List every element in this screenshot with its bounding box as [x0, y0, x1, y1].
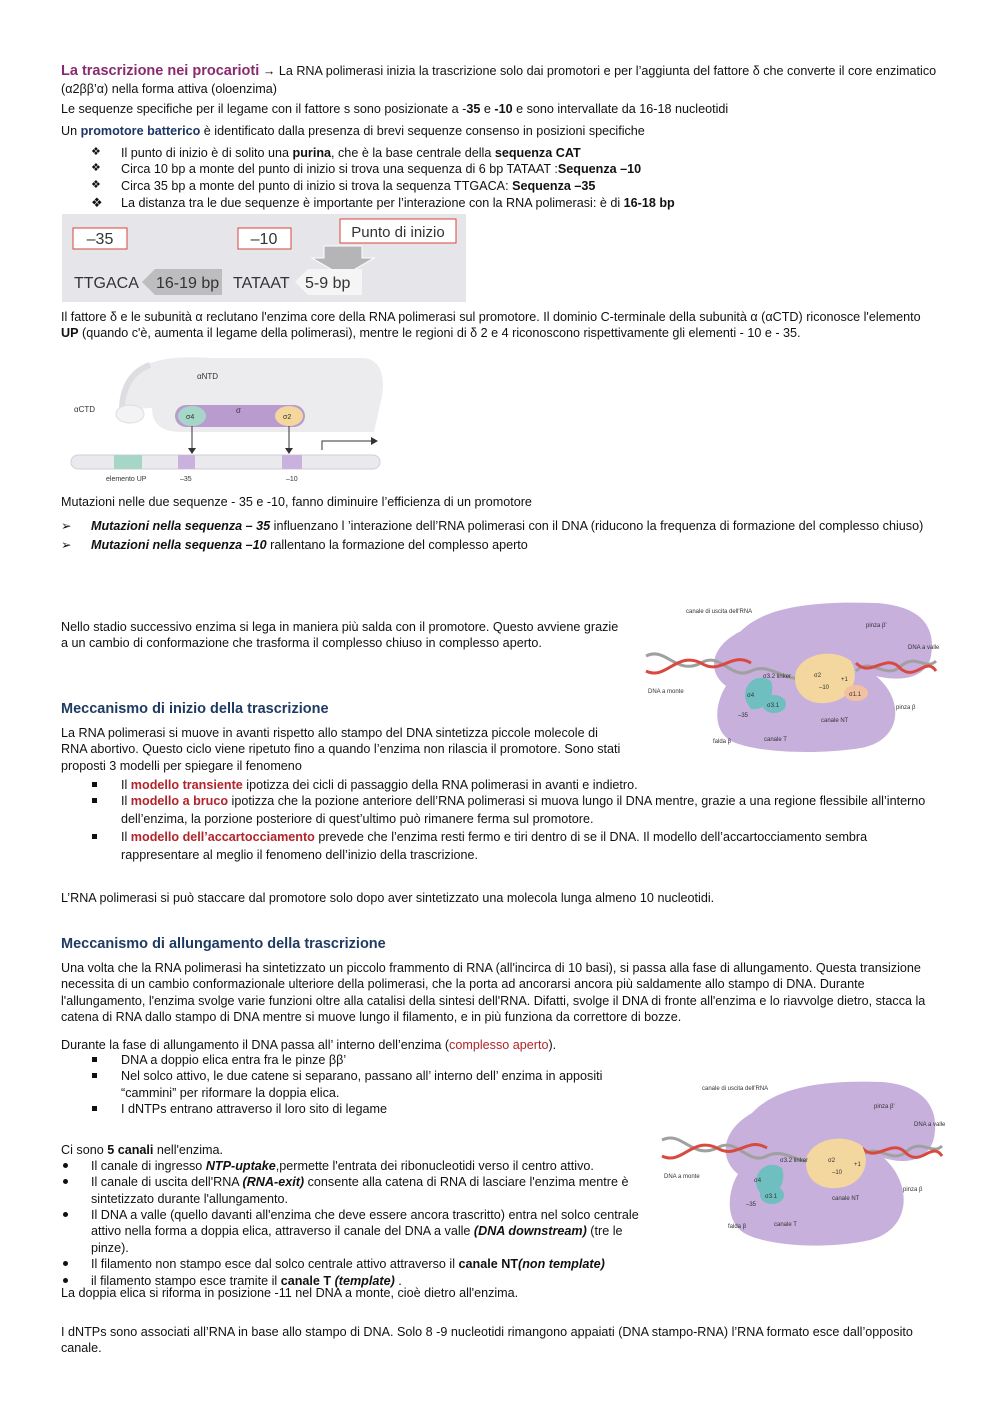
- label-up-element: elemento UP: [106, 476, 147, 483]
- text: ipotizza che la pozione anteriore dell’RNA polimerasi si muova lungo il DNA mentre, grazie a una regione flessibile all’interno dell’enzima, la porzione posteriore di quest’ultimo può rimanere ferma sul promotore.: [121, 794, 926, 827]
- text: influenzano l ’interazione dell’RNA polimerasi con il DNA (riducono la frequenza di formazione del complesso chiuso): [270, 519, 924, 533]
- diamond-bullet-icon: ❖: [91, 146, 101, 158]
- text: e: [480, 102, 495, 116]
- models-list: [61, 777, 941, 865]
- section-title-elongation: Meccanismo di allungamento della trascrizione: [61, 936, 386, 952]
- up-element: [114, 455, 142, 469]
- bold-italic-text: Mutazioni nella sequenza –10: [91, 538, 267, 553]
- text: Il DNA a valle (quello davanti all'enzima che deve essere ancora trascritto) entra nel solco centrale attivo nella forma a doppia elica, attraverso il canale del DNA a valle: [91, 1208, 639, 1239]
- label-sigma11: σ1.1: [849, 692, 862, 698]
- reform-paragraph: La doppia elica si riforma in posizione -11 nel DNA a monte, cioè dietro all'enzima.: [61, 1286, 519, 1300]
- region-minus35: [178, 455, 195, 469]
- initiation-outro: L’RNA polimerasi si può staccare dal promotore solo dopo aver sintetizzato una molecola lunga almeno 10 nucleotidi.: [61, 891, 715, 905]
- label-sigma32-linker: σ3.2 linker: [763, 674, 792, 680]
- channels-list: [61, 1158, 641, 1289]
- label-upstream-dna: DNA a monte: [648, 689, 684, 695]
- text: Circa 35 bp a monte del punto di inizio si trova la sequenza TTGACA:: [121, 178, 513, 193]
- section-title-initiation: Meccanismo di inizio della trascrizione: [61, 701, 329, 717]
- start-bent-arrow: [322, 441, 374, 450]
- bold-text: 35: [466, 102, 481, 116]
- text: prevede che l’enzima resti fermo e tiri dentro di se il DNA. Il modello dell’accartocciamento sembra rappresentare al meglio il fenomeno dell’inizio della trascrizione.: [121, 830, 868, 862]
- label-sigma4: σ4: [747, 693, 755, 699]
- text: La distanza tra le due sequenze è importante per l’interazione con la RNA polimerasi: è di: [121, 196, 624, 211]
- text: Il: [121, 778, 131, 792]
- start-arrow-head-icon: [371, 437, 378, 445]
- list-item: [61, 1207, 641, 1256]
- channels-intro: [61, 1142, 641, 1158]
- label-nt-channel: canale NT: [821, 718, 849, 724]
- label-sigma2: σ2: [814, 673, 822, 679]
- diamond-bullet-icon: ❖: [91, 162, 101, 175]
- bold-italic-text: (DNA downstream): [473, 1224, 587, 1239]
- list-item: [61, 1158, 641, 1174]
- sigma-paragraph: [61, 309, 941, 342]
- list-item: Nel solco attivo, le due catene si separano, passano all’ interno dell’ enzima in appositi “cammini” per riformare la doppia elica.: [61, 1068, 641, 1101]
- label-t-channel: canale T: [764, 737, 787, 743]
- polymerase-figure-1: [646, 601, 940, 755]
- list-item: [61, 829, 941, 865]
- list-item: [61, 195, 941, 211]
- list-item: [61, 793, 941, 829]
- list-item: [61, 161, 941, 177]
- gap-label-2: 5-9 bp: [305, 275, 351, 292]
- text: Circa 10 bp a monte del punto di inizio si trova una sequenza di 6 bp TATAAT :: [121, 162, 558, 177]
- text: .: [394, 1273, 402, 1288]
- bold-text: canale NT: [458, 1257, 519, 1272]
- section-title: La trascrizione nei procarioti: [61, 63, 260, 79]
- elongation-intro: Una volta che la RNA polimerasi ha sintetizzato un piccolo frammento di RNA (all'incirca di 10 basi), si passa alla fase di allungamento. Questa transizione necessita di un cambio conformazionale ulteriore della polimerasi, che la porta ad ancorarsi ancora più saldamente allo stampo di DNA. Durante l'allungamento, l'enzima svolge varie funzioni oltre alla catalisi della sintesi dell'RNA. Difatti, svolge il DNA di fronte all'enzima e lo riavvolge dietro, stacca la catena di RNA dallo stampo di DNA mentre si muove lungo il filamento, e in più funziona da correttore di bozze.: [61, 961, 926, 1025]
- actd-domain: [116, 405, 144, 423]
- bold-italic-text: (non template): [518, 1257, 605, 1272]
- label-actd: αCTD: [74, 405, 96, 414]
- list-item: [61, 537, 941, 553]
- arrow-bullet-icon: ➢: [61, 538, 72, 553]
- promoter-bullets: [61, 145, 941, 211]
- label-sigma2: σ2: [828, 1158, 836, 1164]
- label-beta-flap: falda β: [713, 739, 732, 745]
- arrow-glyph: →: [259, 64, 279, 78]
- label-minus35: –35: [180, 476, 192, 483]
- intro-text: La RNA polimerasi inizia la trascrizione solo dai promotori e per l’aggiunta del fattore δ che converte il core enzimatico (α2ββ’α) nella forma attiva (oloenzima): [61, 64, 937, 96]
- diamond-bullet-icon: ❖: [91, 195, 103, 211]
- open-complex-paragraph: Nello stadio successivo enzima si lega in maniera più salda con il promotore. Questo avviene grazie a un cambio di conformazione che trasforma il complesso chiuso in complesso aperto.: [61, 620, 619, 651]
- text: , che è la base centrale della: [331, 146, 495, 160]
- sequence-ttgaca: TTGACA: [74, 275, 139, 292]
- text: Il: [121, 794, 131, 809]
- label-minus10: –10: [250, 231, 278, 248]
- bold-text: purina: [292, 146, 332, 160]
- label-minus35: –35: [746, 1202, 757, 1208]
- bold-text: UP: [61, 326, 79, 341]
- text: Le sequenze specifiche per il legame con il fattore s sono posizionate a -: [61, 102, 467, 116]
- label-beta-prime-clamp: pinza β': [874, 1104, 895, 1110]
- label-start-point: Punto di inizio: [351, 224, 445, 241]
- text: (tre le pinze).: [91, 1224, 623, 1255]
- sequences-paragraph: [61, 101, 941, 117]
- bold-text: -10: [494, 102, 513, 116]
- label-beta-clamp: pinza β: [896, 705, 916, 711]
- initiation-intro: La RNA polimerasi si muove in avanti rispetto allo stampo del DNA sintetizza piccole molecole di RNA abortivo. Questo ciclo viene ripetuto fino a quando l’enzima non rilascia il promotore. Sono stati proposti 3 modelli per spiegare il fenomeno: [61, 726, 621, 773]
- list-item: [61, 145, 941, 161]
- final-paragraph: I dNTPs sono associati all’RNA in base allo stampo di DNA. Solo 8 -9 nucleotidi rimangono appaiati (DNA stampo-RNA) l’RNA formato esce dall’opposito canale.: [61, 1325, 913, 1356]
- label-beta-prime-clamp: pinza β': [866, 623, 887, 629]
- region-minus10: [282, 455, 302, 469]
- list-item: I dNTPs entrano attraverso il loro sito di legame: [61, 1101, 641, 1117]
- promoter-figure: [62, 214, 466, 302]
- bold-text: canale T: [280, 1273, 332, 1288]
- list-item: [61, 1174, 641, 1207]
- text: Il canale di uscita dell'RNA: [91, 1175, 243, 1190]
- bold-italic-text: NTP-uptake: [205, 1159, 276, 1173]
- bold-italic-text: (template): [331, 1273, 395, 1288]
- label-beta-flap: falda β: [728, 1224, 747, 1230]
- text: Ci sono: [61, 1143, 108, 1157]
- label-upstream-dna: DNA a monte: [664, 1174, 700, 1180]
- sequence-tataat: TATAAT: [233, 275, 290, 292]
- text: rallentano la formazione del complesso aperto: [266, 538, 528, 553]
- text: Il fattore δ e le subunità α reclutano l'enzima core della RNA polimerasi sul promotore. Il dominio C-terminale della subunità α (αCTD) riconosce l'elemento: [61, 310, 921, 324]
- mutations-intro: Mutazioni nelle due sequenze - 35 e -10, fanno diminuire l’efficienza di un promotore: [61, 495, 532, 509]
- arrow-head-icon: [285, 448, 293, 454]
- label-t-channel: canale T: [774, 1222, 797, 1228]
- highlight-term: modello a bruco: [130, 794, 229, 809]
- text: nell'enzima.: [153, 1143, 224, 1157]
- highlight-term: promotore batterico: [80, 124, 201, 138]
- elongation-phase: [61, 1037, 941, 1053]
- bold-text: Sequenza –10: [557, 162, 642, 177]
- text: Un: [61, 124, 81, 138]
- label-sigma2: σ2: [283, 414, 292, 421]
- highlight-term: complesso aperto: [449, 1038, 549, 1052]
- highlight-term: modello dell’accartocciamento: [130, 830, 315, 845]
- highlight-term: modello transiente: [130, 778, 243, 792]
- label-minus35: –35: [738, 713, 749, 719]
- text: ).: [548, 1038, 557, 1052]
- arrow-head-icon: [188, 448, 196, 454]
- label-sigma31: σ3.1: [767, 703, 780, 709]
- bold-italic-text: (RNA-exit): [242, 1175, 305, 1190]
- text: Durante la fase di allungamento il DNA passa all’ interno dell’enzima (: [61, 1038, 450, 1052]
- text: ipotizza dei cicli di passaggio della RNA polimerasi in avanti e indietro.: [242, 778, 638, 792]
- diamond-bullet-icon: ❖: [91, 178, 101, 191]
- label-downstream-dna: DNA a valle: [914, 1122, 946, 1128]
- text: (quando c'è, aumenta il legame della polimerasi), mentre le regioni di δ 2 e 4 riconoscono rispettivamente gli elementi - 10 e - 35.: [78, 326, 801, 341]
- list-item: [61, 518, 941, 534]
- list-item: [61, 1256, 641, 1272]
- label-minus10: –10: [286, 476, 298, 483]
- label-antd: αNTD: [197, 372, 219, 381]
- text: ,permette l'entrata dei ribonucleotidi verso il centro attivo.: [275, 1159, 594, 1173]
- label-rna-exit: canale di uscita dell'RNA: [686, 609, 753, 615]
- label-beta-clamp: pinza β: [903, 1187, 923, 1193]
- label-sigma4: σ4: [186, 414, 195, 421]
- arrow-bullet-icon: ➢: [61, 519, 72, 533]
- text: Il: [121, 830, 131, 845]
- phase-list: [61, 1052, 641, 1117]
- bold-text: 16-18 bp: [623, 196, 675, 211]
- text: Il canale di ingresso: [91, 1159, 206, 1173]
- list-item: [61, 178, 941, 194]
- section-intro: [61, 62, 941, 97]
- label-minus35: –35: [86, 231, 114, 248]
- label-nt-channel: canale NT: [832, 1196, 860, 1202]
- text: Il filamento non stampo esce dal solco centrale attivo attraverso il: [91, 1257, 459, 1272]
- label-minus10: –10: [832, 1170, 843, 1176]
- label-plus1: +1: [854, 1162, 861, 1168]
- bold-text: sequenza CAT: [494, 146, 581, 160]
- label-sigma: σ: [236, 406, 241, 415]
- text: il filamento stampo esce tramite il: [91, 1273, 281, 1288]
- text: Il punto di inizio è di solito una: [121, 146, 293, 160]
- promoter-paragraph: [61, 123, 941, 139]
- list-item: DNA a doppio elica entra fra le pinze ββ’: [61, 1052, 641, 1068]
- label-downstream-dna: DNA a valle: [908, 645, 940, 651]
- label-sigma31: σ3.1: [765, 1194, 778, 1200]
- polymerase-figure-2: [662, 1078, 946, 1250]
- mutations-list: [61, 518, 941, 554]
- text: è identificato dalla presenza di brevi sequenze consenso in posizioni specifiche: [200, 124, 645, 138]
- bold-italic-text: Mutazioni nella sequenza – 35: [91, 519, 271, 533]
- bold-text: Sequenza –35: [512, 178, 596, 193]
- text: consente alla catena di RNA di lasciare l'enzima mentre è sintetizzato durante l'allungamento.: [91, 1175, 629, 1206]
- text: e sono intervallate da 16-18 nucleotidi: [512, 102, 729, 116]
- label-rna-exit: canale di uscita dell'RNA: [702, 1086, 769, 1092]
- gap-label-1: 16-19 bp: [156, 275, 220, 292]
- label-minus10: –10: [819, 685, 830, 691]
- list-item: [61, 777, 941, 793]
- holoenzyme-figure: [62, 350, 392, 485]
- label-sigma4: σ4: [754, 1178, 762, 1184]
- label-sigma32-linker: σ3.2 linker: [780, 1158, 809, 1164]
- bold-text: 5 canali: [107, 1143, 154, 1157]
- label-plus1: +1: [841, 677, 848, 683]
